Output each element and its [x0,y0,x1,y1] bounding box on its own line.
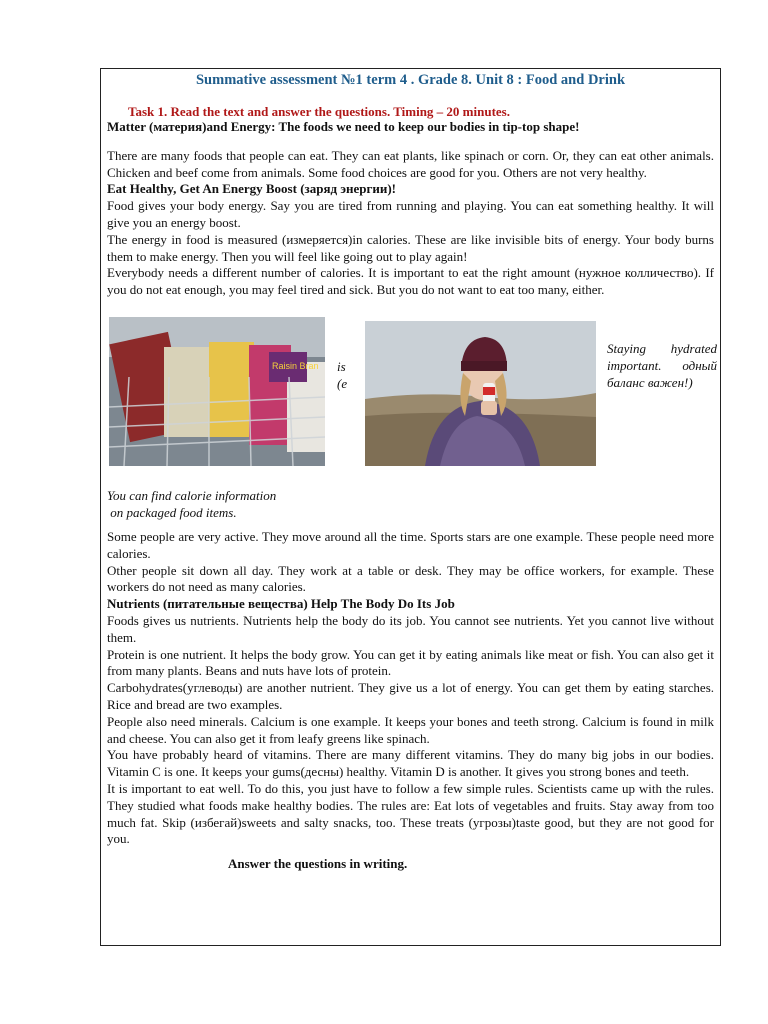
paragraph: You have probably heard of vitamins. There are many different vitamins. They do many big jobs in our bodies. Vitamin C is one. It keeps your gums(десны) healthy. Vitamin D is another. It gives you strong bones and teeth. [107,747,714,780]
answer-instruction: Answer the questions in writing. [228,856,408,872]
paragraph: Foods gives us nutrients. Nutrients help the body do its job. You cannot see nutrients. Yet you cannot live without them. [107,612,714,645]
paragraph: People also need minerals. Calcium is one example. It keeps your bones and teeth strong. Calcium is found in milk and cheese. You can also get it from leafy greens like spinach. [107,713,714,746]
cart-caption: You can find calorie information on packaged food items. [107,487,277,520]
paragraph: Protein is one nutrient. It helps the body grow. You can get it by eating animals like meat or fish. You can also get it from many plants. Beans and nuts have lots of protein. [107,646,714,679]
section-heading-eat-healthy: Eat Healthy, Get An Energy Boost (заряд энергии)! [107,181,396,197]
spacer [107,136,714,148]
page-title: Summative assessment №1 term 4 . Grade 8. Unit 8 : Food and Drink [195,72,626,88]
section-heading-matter-energy: Matter (материя)and Energy: The foods we need to keep our bodies in tip-top shape! [107,119,580,134]
paragraph: It is important to eat well. To do this, you just have to follow a few simple rules. Scientists came up with the rules. They studied what foods make healthy bodies. The rules are: Eat lots of vegetables and fruits. Stay away from too much fat. Skip (избегай)sweets and salty snacks, too. These treats (угрозы)taste good, but they are not good for you. [107,780,714,847]
paragraph: Carbohydrates(углеводы) are another nutrient. They give us a lot of energy. You can get them by eating starches. Rice and bread are two examples. [107,680,714,712]
shopping-cart-photo [109,317,325,466]
photo-section [107,299,717,529]
paragraph: Other people sit down all day. They work at a table or desk. They may be office workers, for example. These workers do not need as many calories. [107,562,714,595]
hydration-caption: Staying hydrated important. одный баланс важен!) [607,340,717,390]
caption-fragment: is (е [337,358,348,391]
task-instruction: Task 1. Read the text and answer the questions. Timing – 20 minutes. [128,104,510,119]
section-heading-nutrients: Nutrients (питательные вещества) Help The Body Do Its Job [107,596,455,612]
hydration-photo [365,321,596,466]
paragraph: There are many foods that people can eat. They can eat plants, like spinach or corn. Or, they can eat other animals. Chicken and beef come from animals. Some food choices are good for you. Others are not very healthy. [107,147,714,180]
paragraph: Some people are very active. They move around all the time. Sports stars are one example. These people need more calories. [107,528,714,561]
shopping-cart-image [109,317,325,466]
paragraph: Food gives your body energy. Say you are tired from running and playing. You can eat something healthy. It will give you an energy boost. [107,198,714,230]
girl-drinking-image [365,321,596,466]
paragraph: Everybody needs a different number of calories. It is important to eat the right amount (нужное колличество). If you do not eat enough, you may feel tired and sick. But you do not want to eat too many, either. [107,265,714,298]
paragraph: The energy in food is measured (измеряется)in calories. These are like invisible bits of energy. Your body burns them to make energy. Then you will feel like going out to play again! [107,231,714,264]
document-body [107,70,717,872]
cereal-box-text: Raisin Bran [272,360,319,371]
